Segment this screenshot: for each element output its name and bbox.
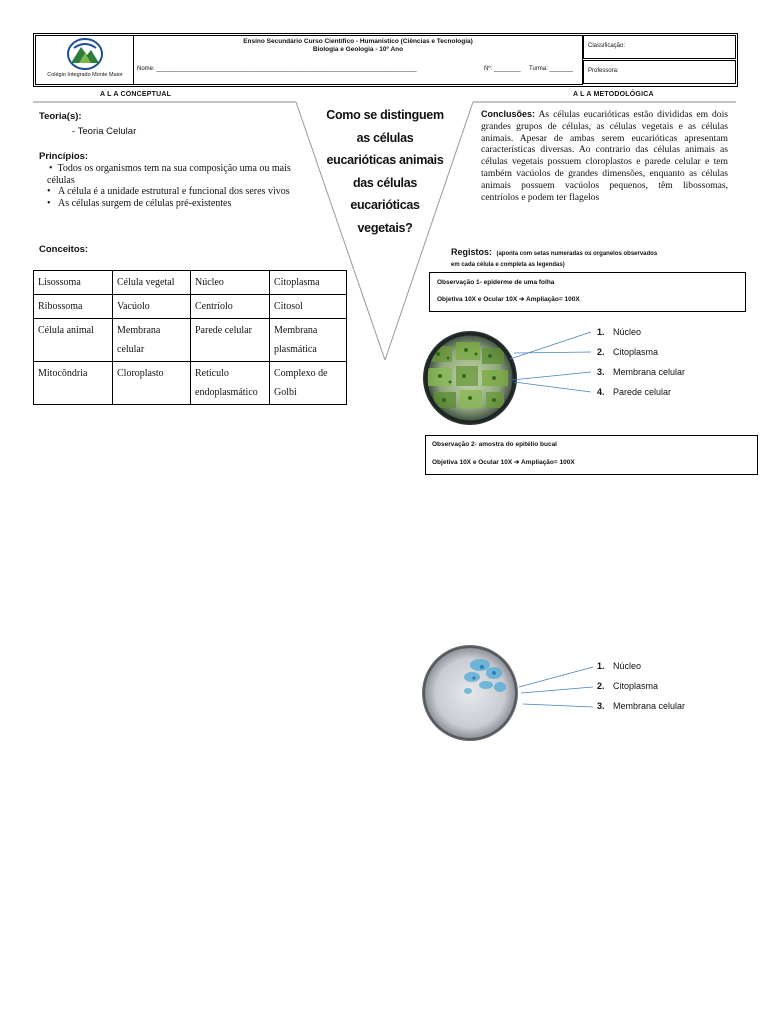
table-cell: Vacúolo: [113, 295, 191, 319]
legend-item: 3. Membrana celular: [597, 701, 686, 711]
table-cell: Mitocôndria: [34, 362, 113, 405]
records-note-line2: em cada célula e completa as legendas): [451, 262, 565, 268]
observation1-legend: [597, 327, 685, 407]
table-cell: Célula animal: [34, 319, 113, 362]
table-cell: Parede celular: [191, 319, 270, 362]
name-field: Nome: ______________________________________________________________________________: [137, 66, 417, 72]
records-block: [451, 242, 741, 268]
observation2-box: [425, 435, 758, 475]
table-cell: Lisossoma: [34, 271, 113, 295]
table-cell: Núcleo: [191, 271, 270, 295]
table-row: [34, 271, 347, 295]
table-cell: Cloroplasto: [113, 362, 191, 405]
table-row: [34, 295, 347, 319]
principles-heading: Princípios:: [39, 151, 89, 162]
table-row: [34, 362, 347, 405]
table-cell: Citosol: [270, 295, 347, 319]
legend-item: 1. Núcleo: [597, 327, 642, 337]
header-title-line1: Ensino Secundário Curso Científico - Humanístico (Ciências e Tecnologia): [243, 38, 473, 45]
observation1-box: [429, 272, 746, 312]
table-row: [34, 319, 347, 362]
classification-label: Classificação:: [588, 43, 626, 49]
legend-item: 2. Citoplasma: [597, 681, 659, 691]
table-cell: Célula vegetal: [113, 271, 191, 295]
records-heading: Registos:: [451, 247, 493, 257]
concepts-heading: Conceitos:: [39, 244, 89, 255]
theory-item: - Teoria Celular: [72, 126, 137, 137]
legend-item: 2. Citoplasma: [597, 347, 659, 357]
principle-item: • Todos os organismos tem na sua composição uma ou mais células: [47, 163, 291, 186]
table-cell: Citoplasma: [270, 271, 347, 295]
observation1-pointer-lines: [500, 325, 600, 405]
table-cell: Centríolo: [191, 295, 270, 319]
legend-item: 4. Parede celular: [597, 387, 672, 397]
conceptual-section-label: A L A CONCEPTUAL: [100, 91, 172, 98]
focus-question: Como se distinguem as células eucarióticas animais das células eucarióticas vegetais?: [326, 108, 444, 235]
number-field: Nº: ________: [484, 66, 521, 72]
school-name: Colégio Integrado Monte Maior: [47, 72, 123, 78]
conclusions-text: As células eucarióticas estão divididas em dois grandes grupos de células, as células vegetais e as células animais. Apesar de ambas serem eucarióticas apresentam características diversas. Ao contrario das células animais as células vegetais possuem cloroplastos e parede celular e tem também vacúolos de grandes dimensões, enquanto as células animais possuem vacúolos pequenos, têm libossomas, centríolos e podem ter flagelos: [481, 109, 728, 203]
observation2-legend: [597, 661, 685, 721]
observation2-title: Observação 2- amostra do epitélio bucal: [432, 441, 557, 448]
principle-item: • A célula é a unidade estrutural e funcional dos seres vivos: [47, 186, 290, 197]
observation1-title: Observação 1- epiderme de uma folha: [437, 279, 555, 286]
theory-heading: Teoria(s):: [39, 111, 82, 122]
class-field: Turma: _______: [529, 66, 573, 72]
methodological-section-label: A L A METODOLÓGICA: [573, 91, 654, 98]
table-cell: Membrana plasmática: [270, 319, 347, 362]
table-cell: Complexo de Golbi: [270, 362, 347, 405]
legend-item: 1. Núcleo: [597, 661, 642, 671]
concepts-table: [33, 270, 347, 405]
observation2-magnification: Objetiva 10X e Ocular 10X ➔ Ampliação= 100X: [432, 459, 575, 466]
table-cell: Membrana celular: [113, 319, 191, 362]
teacher-label: Professora:: [588, 68, 619, 74]
principles-list: [33, 163, 308, 209]
table-cell: Ribossoma: [34, 295, 113, 319]
legend-item: 3. Membrana celular: [597, 367, 686, 377]
conclusions-heading: Conclusões:: [481, 109, 536, 119]
records-note-line1: (aponta com setas numeradas os organelos observados: [496, 251, 658, 257]
conclusions-block: [481, 109, 728, 203]
observation1-magnification: Objetiva 10X e Ocular 10X ➔ Ampliação= 100X: [437, 296, 580, 303]
header-title-line2: Biologia e Geologia - 10º Ano: [312, 46, 404, 53]
observation2-pointer-lines: [505, 660, 600, 720]
table-cell: Retículo endoplasmático: [191, 362, 270, 405]
principle-item: • As células surgem de células pré-existentes: [47, 197, 232, 209]
